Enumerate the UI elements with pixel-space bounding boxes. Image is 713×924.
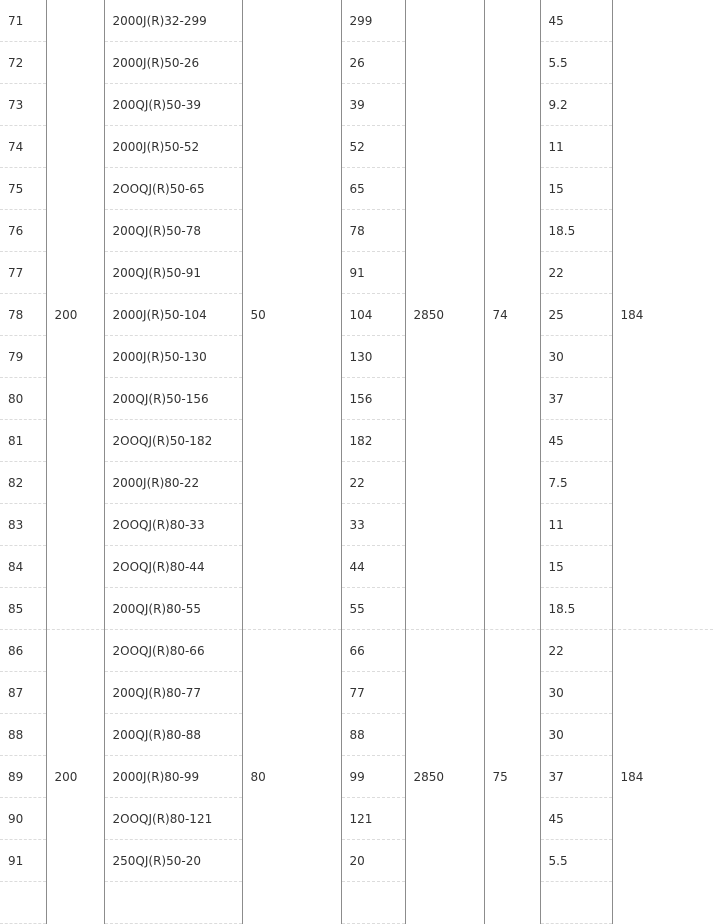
power-cell: 37: [540, 756, 612, 798]
table-row: [0, 840, 713, 882]
power-cell: 30: [540, 714, 612, 756]
speed-cell: 2850: [405, 0, 484, 630]
power-cell: 45: [540, 798, 612, 840]
head-cell: 55: [341, 588, 405, 630]
model-cell: 2000J(R)50-104: [104, 294, 242, 336]
model-cell: 200QJ(R)80-88: [104, 714, 242, 756]
row-number-cell: 81: [0, 420, 46, 462]
model-cell: 2000J(R)80-99: [104, 756, 242, 798]
model-cell: 2000J(R)50-130: [104, 336, 242, 378]
table-row: [0, 0, 713, 42]
row-number-cell: 88: [0, 714, 46, 756]
row-number-cell: 77: [0, 252, 46, 294]
row-number-cell: 90: [0, 798, 46, 840]
table-row: [0, 336, 713, 378]
row-number-cell: 84: [0, 546, 46, 588]
weight-cell: 184: [612, 630, 713, 924]
model-cell: 2OOQJ(R)80-121: [104, 798, 242, 840]
table-row: [0, 882, 713, 924]
model-cell: 200QJ(R)50-39: [104, 84, 242, 126]
head-cell: 299: [341, 0, 405, 42]
table-row: [0, 84, 713, 126]
power-cell: 9.2: [540, 84, 612, 126]
size-cell: 200: [46, 630, 104, 924]
model-cell: 250QJ(R)50-20: [104, 840, 242, 882]
head-cell: 91: [341, 252, 405, 294]
table-row: [0, 168, 713, 210]
model-cell: 2OOQJ(R)80-44: [104, 546, 242, 588]
table-row: [0, 798, 713, 840]
head-cell: [341, 882, 405, 924]
model-cell: 200QJ(R)50-78: [104, 210, 242, 252]
head-cell: 22: [341, 462, 405, 504]
head-cell: 66: [341, 630, 405, 672]
row-number-cell: 72: [0, 42, 46, 84]
power-cell: 30: [540, 336, 612, 378]
row-number-cell: 87: [0, 672, 46, 714]
head-cell: 121: [341, 798, 405, 840]
speed-cell: 2850: [405, 630, 484, 924]
table-row: [0, 126, 713, 168]
power-cell: 5.5: [540, 840, 612, 882]
table-row: [0, 294, 713, 336]
table-row: [0, 756, 713, 798]
table-row: [0, 714, 713, 756]
weight-cell: 184: [612, 0, 713, 630]
head-cell: 33: [341, 504, 405, 546]
head-cell: 88: [341, 714, 405, 756]
row-number-cell: 74: [0, 126, 46, 168]
row-number-cell: 86: [0, 630, 46, 672]
model-cell: 200QJ(R)50-91: [104, 252, 242, 294]
head-cell: 77: [341, 672, 405, 714]
power-cell: 22: [540, 252, 612, 294]
head-cell: 44: [341, 546, 405, 588]
row-number-cell: 83: [0, 504, 46, 546]
outlet-cell: 80: [242, 630, 341, 924]
power-cell: 11: [540, 504, 612, 546]
table-row: [0, 378, 713, 420]
model-cell: 2000J(R)80-22: [104, 462, 242, 504]
row-number-cell: 89: [0, 756, 46, 798]
row-number-cell: [0, 882, 46, 924]
head-cell: 78: [341, 210, 405, 252]
power-cell: 7.5: [540, 462, 612, 504]
row-number-cell: 76: [0, 210, 46, 252]
head-cell: 156: [341, 378, 405, 420]
table-row: [0, 630, 713, 672]
row-number-cell: 71: [0, 0, 46, 42]
head-cell: 182: [341, 420, 405, 462]
model-cell: 2OOQJ(R)80-66: [104, 630, 242, 672]
row-number-cell: 80: [0, 378, 46, 420]
power-cell: 15: [540, 168, 612, 210]
efficiency-cell: 75: [484, 630, 540, 924]
power-cell: 18.5: [540, 588, 612, 630]
model-cell: 200QJ(R)80-77: [104, 672, 242, 714]
head-cell: 65: [341, 168, 405, 210]
outlet-cell: 50: [242, 0, 341, 630]
model-cell: 2OOQJ(R)50-182: [104, 420, 242, 462]
row-number-cell: 91: [0, 840, 46, 882]
table-row: [0, 210, 713, 252]
head-cell: 130: [341, 336, 405, 378]
model-cell: 2OOQJ(R)80-33: [104, 504, 242, 546]
head-cell: 104: [341, 294, 405, 336]
size-cell: 200: [46, 0, 104, 630]
head-cell: 39: [341, 84, 405, 126]
model-cell: 200QJ(R)50-156: [104, 378, 242, 420]
power-cell: 11: [540, 126, 612, 168]
head-cell: 26: [341, 42, 405, 84]
power-cell: 45: [540, 420, 612, 462]
power-cell: 5.5: [540, 42, 612, 84]
power-cell: 18.5: [540, 210, 612, 252]
model-cell: 200QJ(R)80-55: [104, 588, 242, 630]
head-cell: 99: [341, 756, 405, 798]
table-row: [0, 504, 713, 546]
row-number-cell: 75: [0, 168, 46, 210]
model-cell: 2000J(R)50-52: [104, 126, 242, 168]
table-row: [0, 420, 713, 462]
model-cell: 2OOQJ(R)50-65: [104, 168, 242, 210]
row-number-cell: 73: [0, 84, 46, 126]
power-cell: 25: [540, 294, 612, 336]
power-cell: 15: [540, 546, 612, 588]
table-row: [0, 252, 713, 294]
model-cell: 2000J(R)50-26: [104, 42, 242, 84]
power-cell: 22: [540, 630, 612, 672]
table-row: [0, 588, 713, 630]
power-cell: 45: [540, 0, 612, 42]
row-number-cell: 85: [0, 588, 46, 630]
efficiency-cell: 74: [484, 0, 540, 630]
power-cell: 30: [540, 672, 612, 714]
power-cell: [540, 882, 612, 924]
head-cell: 52: [341, 126, 405, 168]
row-number-cell: 78: [0, 294, 46, 336]
model-cell: 2000J(R)32-299: [104, 0, 242, 42]
model-cell: [104, 882, 242, 924]
table-row: [0, 462, 713, 504]
table-row: [0, 546, 713, 588]
power-cell: 37: [540, 378, 612, 420]
table-row: [0, 672, 713, 714]
row-number-cell: 79: [0, 336, 46, 378]
head-cell: 20: [341, 840, 405, 882]
row-number-cell: 82: [0, 462, 46, 504]
table-row: [0, 42, 713, 84]
